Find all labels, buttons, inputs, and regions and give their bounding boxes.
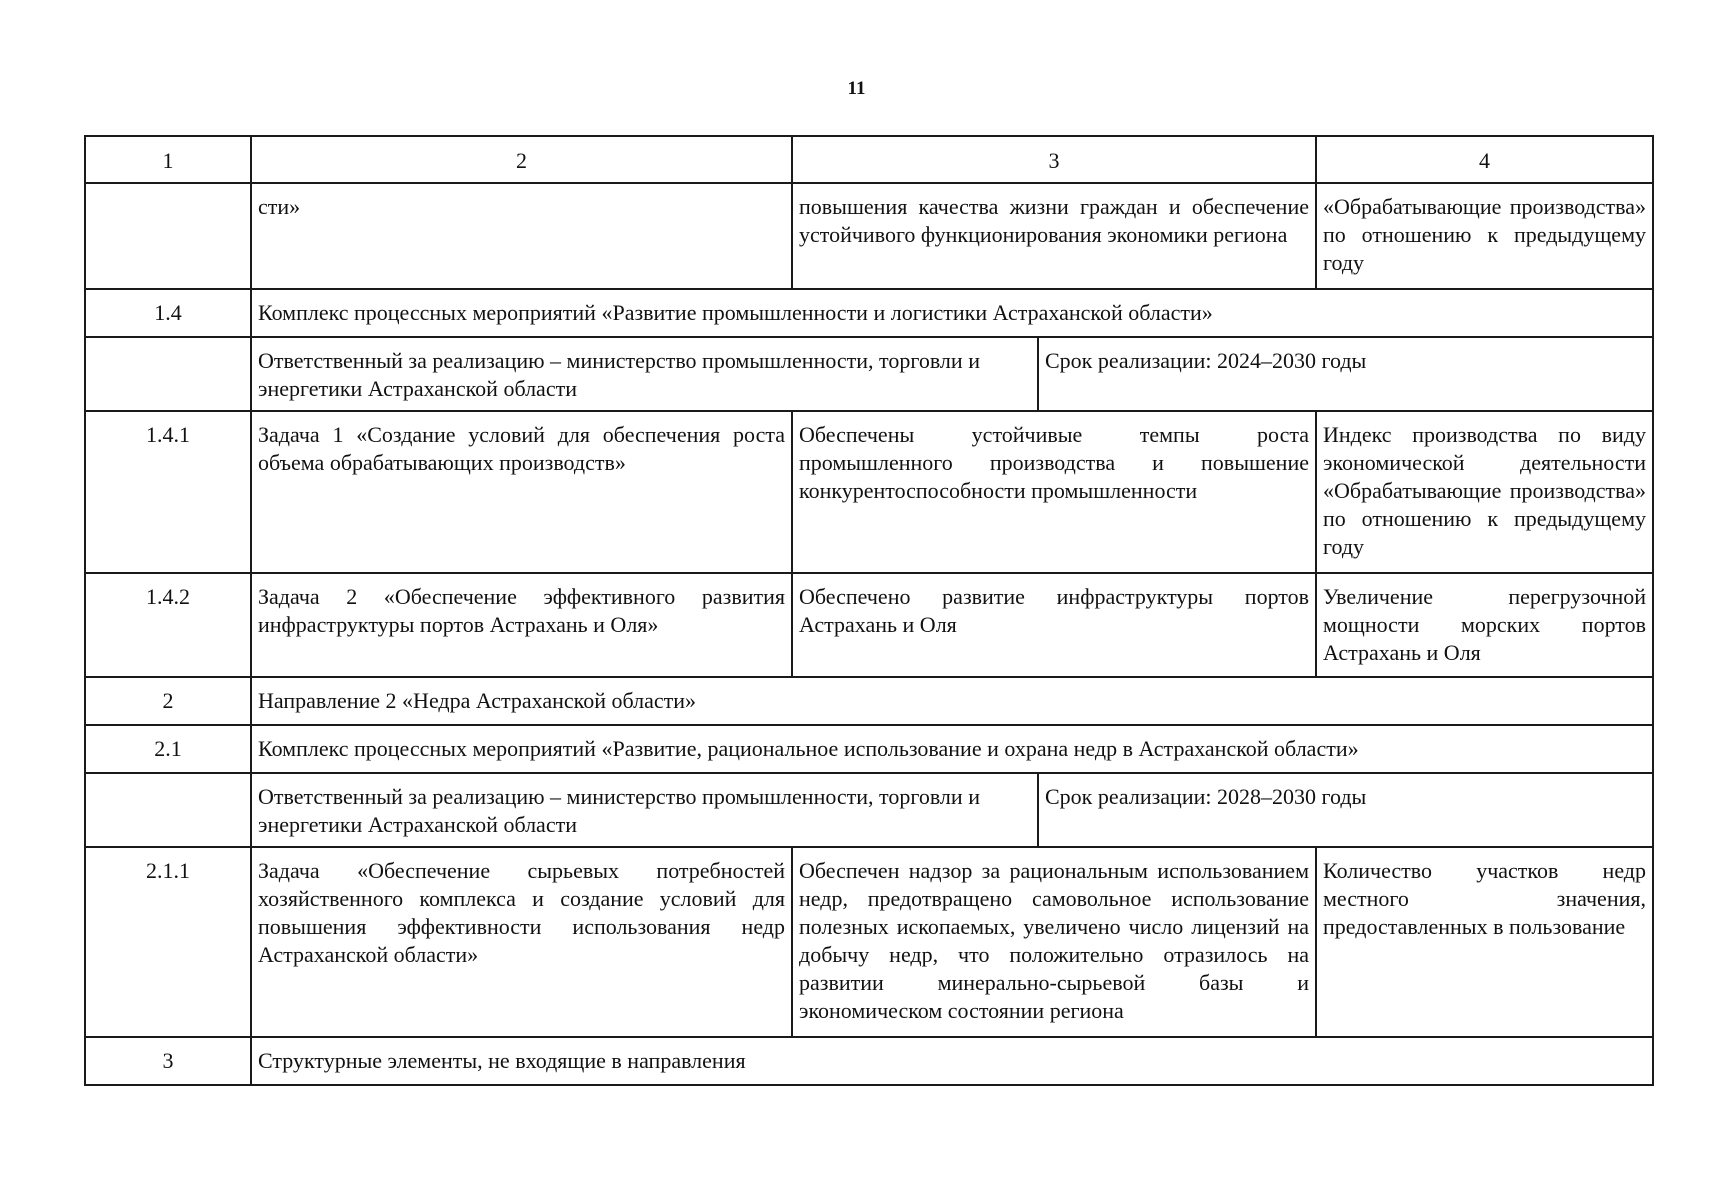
row-number: 2.1 xyxy=(85,725,251,773)
column-numbers-row xyxy=(85,136,1653,183)
responsible-cell xyxy=(251,773,1653,847)
row-number: 3 xyxy=(85,1037,251,1085)
column-number-4: 4 xyxy=(1316,136,1653,183)
table-row-1-4-2 xyxy=(85,573,1653,677)
table-row-3 xyxy=(85,1037,1653,1085)
indicator-cell: «Обрабатывающие производства» по отношению к предыдущему году xyxy=(1316,183,1653,289)
task-cell: Задача «Обеспечение сырьевых потребностей хозяйственного комплекса и создание условий для повышения эффективности использования недр Астраханской области» xyxy=(251,847,792,1037)
row-number: 1.4 xyxy=(85,289,251,337)
table-row-1-4 xyxy=(85,289,1653,337)
task-cell: сти» xyxy=(251,183,792,289)
table-row-2-1-1 xyxy=(85,847,1653,1037)
responsible-text: Ответственный за реализацию – министерство промышленности, торговли и энергетики Астраханской области xyxy=(252,338,1039,410)
table-row-1-4-1 xyxy=(85,411,1653,573)
page-number: 11 xyxy=(847,78,866,99)
complex-title: Комплекс процессных мероприятий «Развитие промышленности и логистики Астраханской области» xyxy=(251,289,1653,337)
continuation-row xyxy=(85,183,1653,289)
result-cell: Обеспечен надзор за рациональным использованием недр, предотвращено самовольное использование полезных ископаемых, увеличено число лицензий на добычу недр, что положительно отразилось на развитии минерально-сырьевой базы и экономическом состоянии региона xyxy=(792,847,1316,1037)
row-number: 1.4.2 xyxy=(85,573,251,677)
table-row-2 xyxy=(85,677,1653,725)
task-cell: Задача 2 «Обеспечение эффективного развития инфраструктуры портов Астрахань и Оля» xyxy=(251,573,792,677)
result-cell: повышения качества жизни граждан и обеспечение устойчивого функционирования экономики региона xyxy=(792,183,1316,289)
row-number-cell xyxy=(85,337,251,411)
implementation-term: Срок реализации: 2028–2030 годы xyxy=(1045,784,1367,809)
table-row-2-1 xyxy=(85,725,1653,773)
row-number: 2 xyxy=(85,677,251,725)
responsible-row-2-1 xyxy=(85,773,1653,847)
responsible-text: Ответственный за реализацию – министерство промышленности, торговли и энергетики Астраханской области xyxy=(252,774,1039,846)
row-number: 2.1.1 xyxy=(85,847,251,1037)
indicator-cell: Увеличение перегрузочной мощности морских портов Астрахань и Оля xyxy=(1316,573,1653,677)
responsible-row-1-4 xyxy=(85,337,1653,411)
column-number-2: 2 xyxy=(251,136,792,183)
structural-elements-table xyxy=(84,135,1654,1086)
indicator-cell: Индекс производства по виду экономической деятельности «Обрабатывающие производства» по отношению к предыдущему году xyxy=(1316,411,1653,573)
column-number-1: 1 xyxy=(85,136,251,183)
result-cell: Обеспечены устойчивые темпы роста промышленного производства и повышение конкурентоспособности промышленности xyxy=(792,411,1316,573)
indicator-cell: Количество участков недр местного значения, предоставленных в пользование xyxy=(1316,847,1653,1037)
row-number-cell xyxy=(85,183,251,289)
section-title: Структурные элементы, не входящие в направления xyxy=(251,1037,1653,1085)
task-cell: Задача 1 «Создание условий для обеспечения роста объема обрабатывающих производств» xyxy=(251,411,792,573)
implementation-term: Срок реализации: 2024–2030 годы xyxy=(1045,348,1367,373)
row-number-cell xyxy=(85,773,251,847)
responsible-cell xyxy=(251,337,1653,411)
row-number: 1.4.1 xyxy=(85,411,251,573)
direction-title: Направление 2 «Недра Астраханской области» xyxy=(251,677,1653,725)
column-number-3: 3 xyxy=(792,136,1316,183)
complex-title: Комплекс процессных мероприятий «Развитие, рациональное использование и охрана недр в Астраханской области» xyxy=(251,725,1653,773)
result-cell: Обеспечено развитие инфраструктуры портов Астрахань и Оля xyxy=(792,573,1316,677)
